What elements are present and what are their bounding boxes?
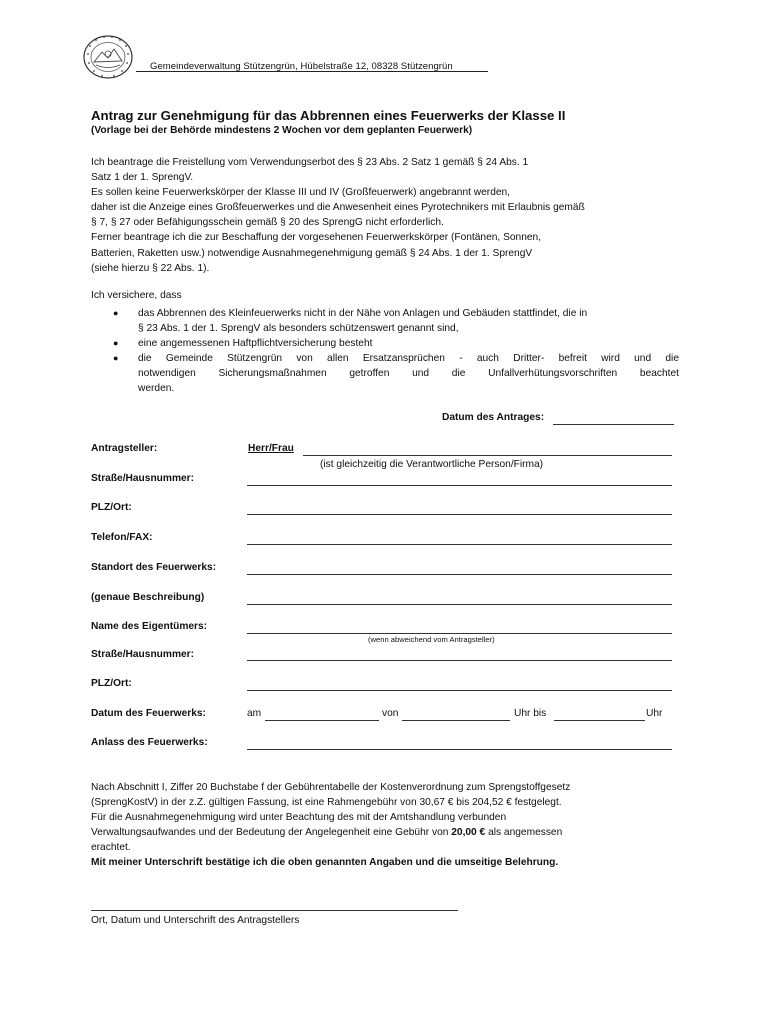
intro-line: Ferner beantrage ich die zur Beschaffung der vorgesehenen Feuerwerkskörper (Fontänen, Sonnen, bbox=[91, 232, 542, 244]
intro-line: § 7, § 27 oder Befähigungsschein gemäß § 20 des SprengG nicht erforderlich. bbox=[91, 217, 444, 229]
intro-paragraph bbox=[91, 155, 691, 276]
bullet-icon: ● bbox=[113, 353, 119, 364]
page-subtitle: (Vorlage bei der Behörde mindestens 2 Wochen vor dem geplanten Feuerwerk) bbox=[91, 125, 473, 136]
list-item-text: § 23 Abs. 1 der 1. SprengV als besonders schützenswert genannt sind, bbox=[138, 323, 459, 335]
list-item-text: das Abbrennen des Kleinfeuerwerks nicht in der Nähe von Anlagen und Gebäuden stattfindet, die in bbox=[138, 308, 588, 319]
fee-paragraph bbox=[91, 780, 671, 871]
time-to-label: Uhr bis bbox=[514, 708, 547, 719]
owner-street-field[interactable] bbox=[247, 660, 672, 661]
fee-line: (SprengKostV) in der z.Z. gültigen Fassung, ist eine Rahmengebühr von 30,67 € bis 204,52 € festgelegt. bbox=[91, 797, 562, 809]
salutation-label: Herr/Frau bbox=[248, 443, 294, 454]
intro-line: daher ist die Anzeige eines Großfeuerwerkes und die Anwesenheit eines Pyrotechnikers mit Erlaubnis gemäß bbox=[91, 202, 585, 214]
application-date-label bbox=[442, 412, 544, 423]
signature-field[interactable] bbox=[91, 910, 458, 911]
owner-zip-city-label: PLZ/Ort: bbox=[91, 678, 132, 689]
fee-line: Nach Abschnitt I, Ziffer 20 Buchstabe f der Gebührentabelle der Kostenverordnung zum Sprengstoffgesetz bbox=[91, 782, 571, 793]
list-item-text: eine angemessenen Haftpflichtversicherung besteht bbox=[138, 338, 373, 350]
location-field[interactable] bbox=[247, 574, 672, 575]
occasion-label: Anlass des Feuerwerks: bbox=[91, 737, 208, 748]
page-title: Antrag zur Genehmigung für das Abbrennen eines Feuerwerks der Klasse II bbox=[91, 108, 566, 123]
header-address: Gemeindeverwaltung Stützengrün, Hübelstraße 12, 08328 Stützengrün bbox=[150, 61, 453, 72]
list-item bbox=[113, 306, 679, 336]
applicant-label: Antragsteller: bbox=[91, 443, 158, 454]
confirmation-statement: Mit meiner Unterschrift bestätige ich die oben genannten Angaben und die umseitige Belehrung. bbox=[91, 857, 559, 869]
phone-fax-field[interactable] bbox=[247, 544, 672, 545]
street-label: Straße/Hausnummer: bbox=[91, 473, 195, 484]
fee-text: als angemessen bbox=[485, 827, 563, 839]
intro-line: (siehe hierzu § 22 Abs. 1). bbox=[91, 262, 210, 274]
application-date-field[interactable] bbox=[553, 424, 674, 425]
description-label: (genaue Beschreibung) bbox=[91, 592, 205, 603]
fee-line: Für die Ausnahmegenehmigung wird unter Beachtung des mit der Amtshandlung verbunden bbox=[91, 812, 507, 824]
applicant-name-field[interactable] bbox=[303, 455, 672, 456]
applicant-note: (ist gleichzeitig die Verantwortliche Person/Firma) bbox=[320, 459, 544, 470]
time-from-field[interactable] bbox=[402, 720, 510, 721]
zip-city-label: PLZ/Ort: bbox=[91, 502, 132, 513]
date-am-label: am bbox=[247, 708, 262, 719]
uhr-label: Uhr bbox=[646, 708, 663, 719]
owner-field[interactable] bbox=[247, 633, 672, 634]
zip-city-field[interactable] bbox=[247, 514, 672, 515]
occasion-field[interactable] bbox=[247, 749, 672, 750]
fee-line: erachtet. bbox=[91, 842, 131, 854]
bullet-icon: ● bbox=[113, 338, 119, 349]
owner-street-label: Straße/Hausnummer: bbox=[91, 649, 195, 660]
owner-label: Name des Eigentümers: bbox=[91, 621, 208, 632]
assurance-intro: Ich versichere, dass bbox=[91, 290, 182, 301]
fireworks-date-label: Datum des Feuerwerks: bbox=[91, 708, 206, 719]
time-to-field[interactable] bbox=[554, 720, 645, 721]
intro-line: Satz 1 der 1. SprengV. bbox=[91, 172, 194, 184]
list-item-text: die Gemeinde Stützengrün von allen Ersatzansprüchen - auch Dritter- befreit wird und die bbox=[138, 353, 679, 365]
owner-note: (wenn abweichend vom Antragsteller) bbox=[368, 635, 495, 644]
time-from-label: von bbox=[382, 708, 399, 719]
signature-label: Ort, Datum und Unterschrift des Antragstellers bbox=[91, 915, 300, 926]
application-date-text: Datum des Antrages: bbox=[442, 412, 545, 423]
street-field[interactable] bbox=[247, 485, 672, 486]
intro-line: Batterien, Raketten usw.) notwendige Ausnahmegenehmigung gemäß § 24 Abs. 1 der 1. SprengV bbox=[91, 247, 533, 259]
fee-text: Verwaltungsaufwandes und der Bedeutung der Angelegenheit eine Gebühr von bbox=[91, 827, 452, 839]
list-item bbox=[113, 336, 679, 351]
description-field[interactable] bbox=[247, 604, 672, 605]
municipal-seal-icon bbox=[82, 34, 134, 80]
owner-zip-city-field[interactable] bbox=[247, 690, 672, 691]
fee-line bbox=[91, 825, 671, 840]
phone-fax-label: Telefon/FAX: bbox=[91, 532, 153, 543]
fee-amount: 20,00 € bbox=[451, 827, 486, 839]
list-item-text: notwendigen Sicherungsmaßnahmen getroffen und die Unfallverhütungsvorschriften beachtet bbox=[138, 368, 679, 380]
list-item-text: werden. bbox=[138, 383, 175, 395]
intro-line: Es sollen keine Feuerwerkskörper der Klasse III und IV (Großfeuerwerk) angebrannt werden, bbox=[91, 187, 511, 199]
bullet-icon: ● bbox=[113, 308, 119, 318]
list-item bbox=[113, 351, 679, 396]
assurance-list bbox=[113, 306, 679, 397]
intro-line: Ich beantrage die Freistellung vom Verwendungserbot des § 23 Abs. 2 Satz 1 gemäß § 24 Abs. 1 bbox=[91, 157, 529, 168]
location-label: Standort des Feuerwerks: bbox=[91, 562, 217, 573]
fireworks-date-field[interactable] bbox=[265, 720, 379, 721]
